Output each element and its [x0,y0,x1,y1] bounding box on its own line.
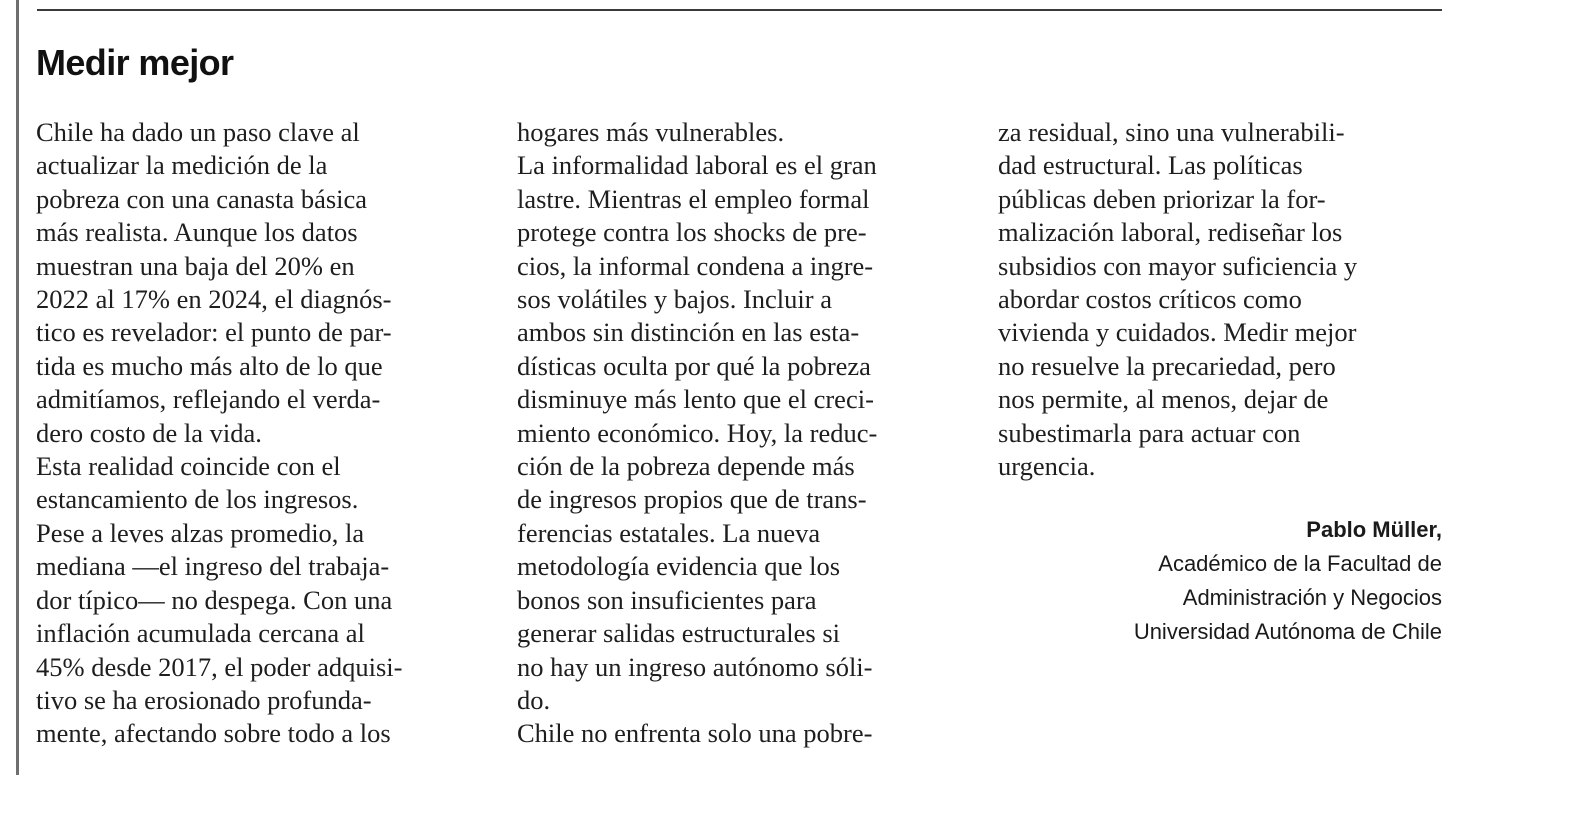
text-line: cios, la informal condena a ingre- [517,250,874,281]
text-line: más realista. Aunque los datos [36,217,358,248]
text-line: hogares más vulnerables. [517,117,785,147]
text-line: ferencias estatales. La nueva [517,517,821,548]
text-line: dero costo de la vida. [36,417,262,448]
article-headline: Medir mejor [36,42,234,83]
text-line: admitíamos, reflejando el verda- [36,384,381,415]
text-line: dor típico— no despega. Con una [36,584,393,615]
text-line: generar salidas estructurales si [517,618,841,649]
text-line: tivo se ha erosionado profunda- [36,684,372,715]
author-role-line: Académico de la Facultad de [1158,551,1442,576]
text-line: no resuelve la precariedad, pero [998,350,1336,381]
text-line: urgencia. [998,451,1096,482]
text-line: sos volátiles y bajos. Incluir a [517,284,832,315]
text-line: Chile ha dado un paso clave al [36,117,360,147]
article-column-2 [517,116,967,751]
text-line: Pese a leves alzas promedio, la [36,517,365,548]
text-line: pobreza con una canasta básica [36,183,368,214]
text-line: mediana —el ingreso del trabaja- [36,551,390,582]
text-line: estancamiento de los ingresos. [36,484,359,515]
author-byline [1134,513,1442,649]
author-name: Pablo Müller, [1306,517,1442,542]
text-line: disminuye más lento que el creci- [517,384,874,415]
article-column-1 [36,116,486,751]
text-line: actualizar la medición de la [36,150,328,181]
text-line: tico es revelador: el punto de par- [36,317,392,348]
text-line: La informalidad laboral es el gran [517,150,877,181]
text-line: muestran una baja del 20% en [36,250,355,281]
author-role-line: Administración y Negocios [1182,585,1442,610]
text-line: públicas deben priorizar la for- [998,183,1326,214]
text-line: nos permite, al menos, dejar de [998,384,1329,415]
text-line: mente, afectando sobre todo a los [36,718,391,749]
text-line: dísticas oculta por qué la pobreza [517,350,871,381]
text-line: ambos sin distinción en las esta- [517,317,860,348]
text-line: metodología evidencia que los [517,551,841,582]
text-line: protege contra los shocks de pre- [517,217,867,248]
text-line: 45% desde 2017, el poder adquisi- [36,651,403,682]
text-line: ción de la pobreza depende más [517,451,855,482]
top-divider-rule [37,9,1442,11]
text-line: 2022 al 17% en 2024, el diagnós- [36,284,392,315]
text-line: Chile no enfrenta solo una pobre- [517,718,873,749]
text-line: inflación acumulada cercana al [36,618,365,649]
text-line: Esta realidad coincide con el [36,451,341,482]
text-line: de ingresos propios que de trans- [517,484,867,515]
text-line: lastre. Mientras el empleo formal [517,183,870,214]
text-line: subestimarla para actuar con [998,417,1301,448]
text-line: bonos son insuficientes para [517,584,817,615]
article-column-3 [998,116,1448,483]
text-line: vivienda y cuidados. Medir mejor [998,317,1357,348]
author-affiliation: Universidad Autónoma de Chile [1133,619,1442,644]
text-line: subsidios con mayor suficiencia y [998,250,1358,281]
text-line: do. [517,684,551,715]
text-line: tida es mucho más alto de lo que [36,350,383,381]
text-line: dad estructural. Las políticas [998,150,1303,181]
text-line: miento económico. Hoy, la reduc- [517,417,878,448]
text-line: za residual, sino una vulnerabili- [998,117,1345,147]
text-line: no hay un ingreso autónomo sóli- [517,651,873,682]
text-line: abordar costos críticos como [998,284,1302,315]
left-column-rule [16,0,19,775]
text-line: malización laboral, rediseñar los [998,217,1343,248]
